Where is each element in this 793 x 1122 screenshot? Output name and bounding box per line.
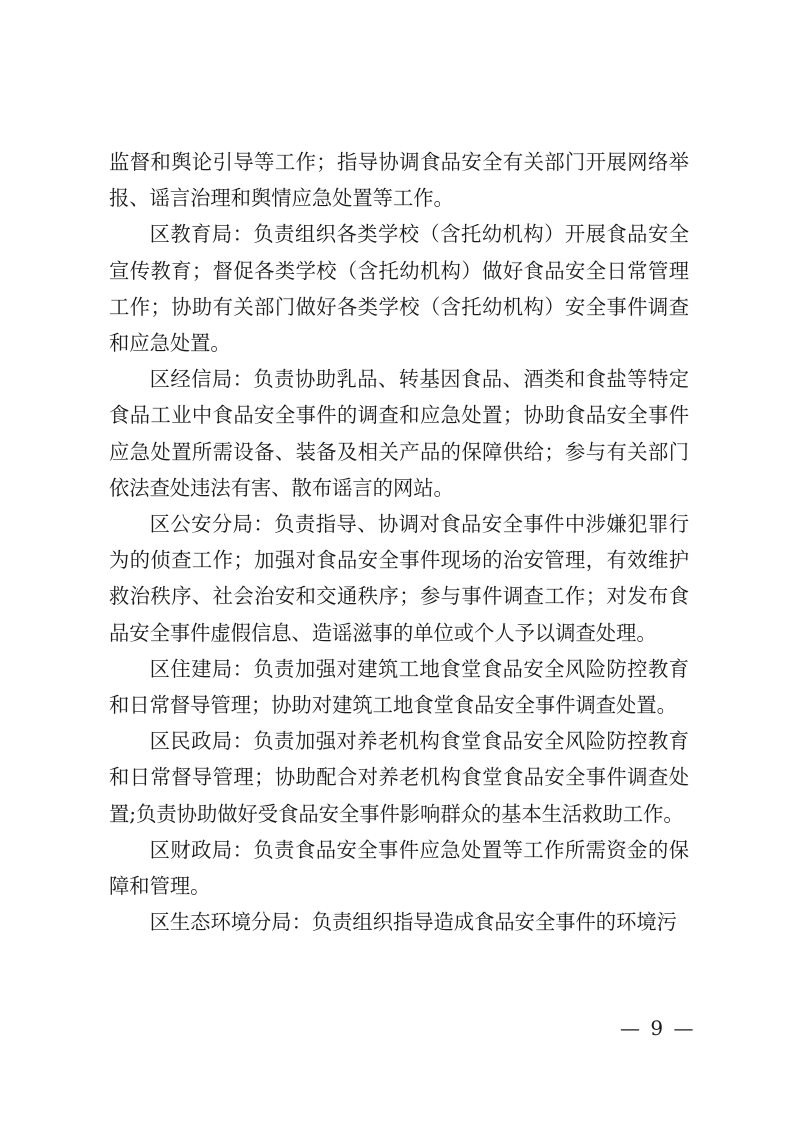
paragraph-civil-affairs-bureau: 区民政局：负责加强对养老机构食堂食品安全风险防控教育和日常督导管理；协助配合对养老机构食堂食品安全事件调查处置;负责协助做好受食品安全事件影响群众的基本生活救助工作。 bbox=[109, 729, 689, 826]
paragraph-economy-bureau: 区经信局：负责协助乳品、转基因食品、酒类和食盐等特定食品工业中食品安全事件的调查和应急处置；协助食品安全事件应急处置所需设备、装备及相关产品的保障供给；参与有关部门依法查处违法有害、散布谣言的网站。 bbox=[109, 367, 689, 500]
paragraph-finance-bureau: 区财政局：负责食品安全事件应急处置等工作所需资金的保障和管理。 bbox=[109, 837, 689, 899]
paragraph-housing-bureau: 区住建局：负责加强对建筑工地食堂食品安全风险防控教育和日常督导管理；协助对建筑工地食堂食品安全事件调查处置。 bbox=[109, 656, 689, 718]
paragraph-public-security-bureau: 区公安分局：负责指导、协调对食品安全事件中涉嫌犯罪行为的侦查工作；加强对食品安全事件现场的治安管理，有效维护救治秩序、社会治安和交通秩序；参与事件调查工作；对发布食品安全事件虚假信息、造谣滋事的单位或个人予以调查处理。 bbox=[109, 512, 689, 645]
paragraph-education-bureau: 区教育局：负责组织各类学校（含托幼机构）开展食品安全宣传教育；督促各类学校（含托幼机构）做好食品安全日常管理工作；协助有关部门做好各类学校（含托幼机构）安全事件调查和应急处置。 bbox=[109, 222, 689, 356]
paragraph-continuation: 监督和舆论引导等工作；指导协调食品安全有关部门开展网络举报、谣言治理和舆情应急处置等工作。 bbox=[109, 150, 689, 211]
body-text bbox=[109, 144, 689, 940]
paragraph-ecology-bureau: 区生态环境分局：负责组织指导造成食品安全事件的环境污 bbox=[149, 910, 677, 935]
page-number: — 9 — bbox=[620, 1016, 696, 1040]
